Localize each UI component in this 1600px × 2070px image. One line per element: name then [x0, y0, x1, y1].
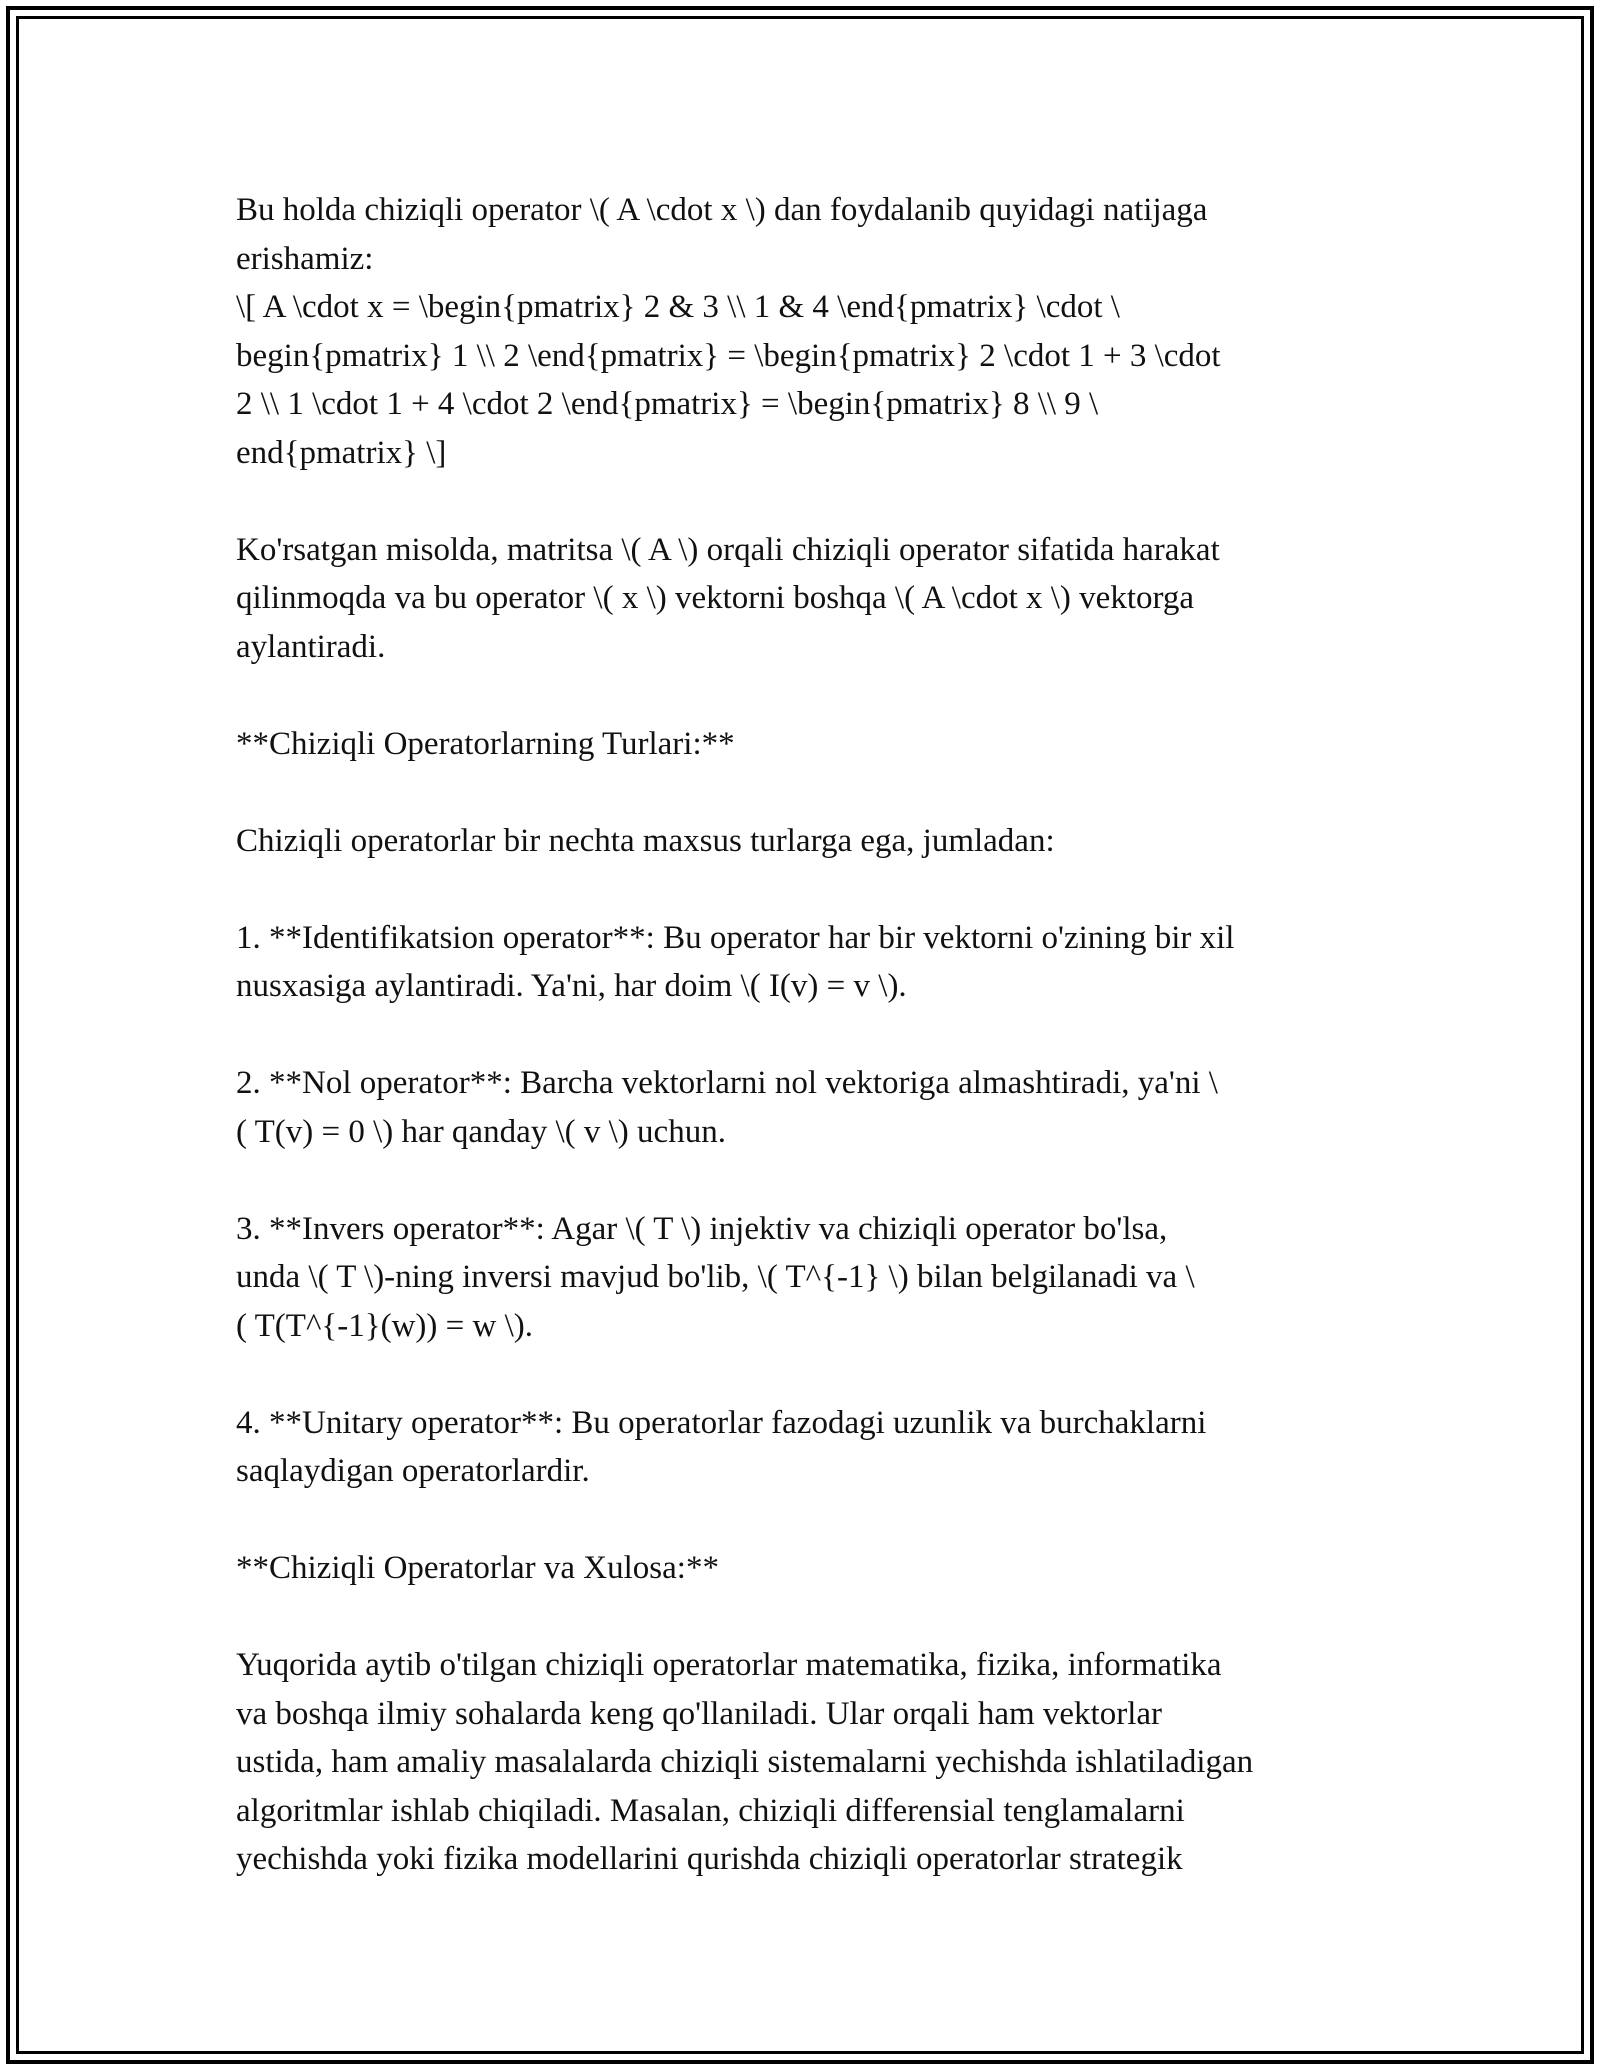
heading-conclusion: **Chiziqli Operatorlar va Xulosa:** — [236, 1550, 719, 1586]
list-item-unitary-operator: 4. **Unitary operator**: Bu operatorlar fazodagi uzunlik va burchaklarni saqlaydigan operatorlardir. — [236, 1404, 1207, 1489]
paragraph-example-explanation: Ko'rsatgan misolda, matritsa \( A \) orqali chiziqli operator sifatida harakat qilinmoqda va bu operator \( x \) vektorni boshqa \( A \cdot x \) vektorga aylantiradi. — [236, 531, 1220, 665]
paragraph-matrix-example: Bu holda chiziqli operator \( A \cdot x \) dan foydalanib quyidagi natijaga erishamiz: \[ A \cdot x = \begin{pmatrix} 2 & 3 \\ 1 & 4 \end{pmatrix} \cdot \ begin{pmatrix} 1 \\ 2 \end{pmatrix} = \begin{pmatrix} 2 \cdot 1 + 3 \cdot 2 \\ 1 \cdot 1 + 4 \cdot 2 \end{pmatrix} = \begin{pmatrix} 8 \\ 9 \ end{pmatrix} \] — [236, 192, 1221, 471]
list-item-identity-operator: 1. **Identifikatsion operator**: Bu operator har bir vektorni o'zining bir xil nusxasiga aylantiradi. Ya'ni, har doim \( I(v) = v \). — [236, 919, 1235, 1004]
list-item-zero-operator: 2. **Nol operator**: Barcha vektorlarni nol vektoriga almashtiradi, ya'ni \ ( T(v) = 0 \) har qanday \( v \) uchun. — [236, 1065, 1218, 1150]
document-body — [236, 186, 1376, 1884]
paragraph-types-intro: Chiziqli operatorlar bir nechta maxsus turlarga ega, jumladan: — [236, 822, 1055, 859]
heading-operator-types: **Chiziqli Operatorlarning Turlari:** — [236, 725, 735, 762]
paragraph-conclusion: Yuqorida aytib o'tilgan chiziqli operatorlar matematika, fizika, informatika va boshqa ilmiy sohalarda keng qo'llaniladi. Ular orqali ham vektorlar ustida, ham amaliy masalalarda chiziqli sistemalarni yechishda ishlatiladigan algoritmlar ishlab chiqiladi. Masalan, chiziqli differensial tenglamalarni yechishda yoki fizika modellarini qurishda chiziqli operatorlar strategik — [236, 1647, 1254, 1877]
list-item-inverse-operator: 3. **Invers operator**: Agar \( T \) injektiv va chiziqli operator bo'lsa, unda \( T \)-ning inversi mavjud bo'lib, \( T^{-1} \) bilan belgilanadi va \ ( T(T^{-1}(w)) = w \). — [236, 1210, 1195, 1344]
